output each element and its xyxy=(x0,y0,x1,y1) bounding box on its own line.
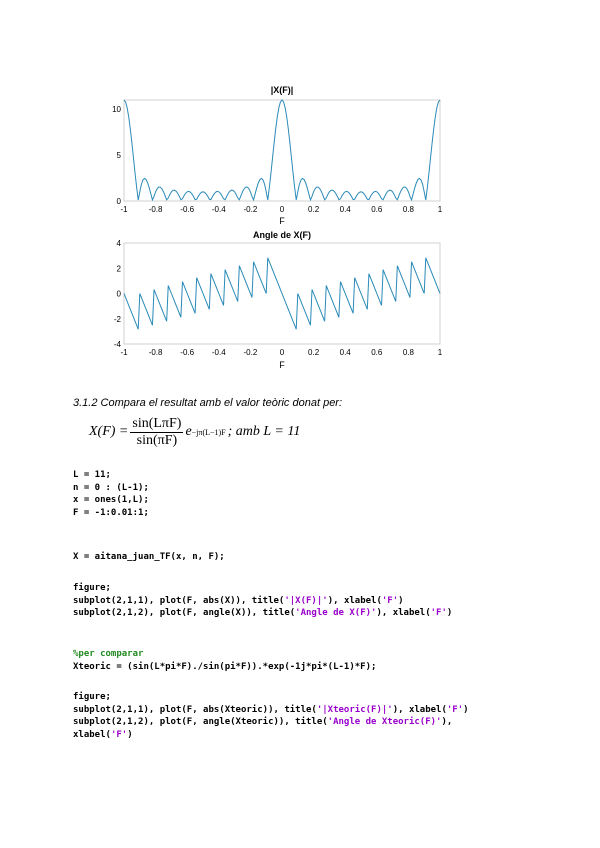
y-tick-label: 4 xyxy=(116,239,121,248)
code-line: x = ones(1,L); xyxy=(73,495,149,505)
x-tick-label: -0.4 xyxy=(211,205,226,214)
x-tick-label: 0.2 xyxy=(308,205,320,214)
code-line xyxy=(73,595,452,608)
x-tick-label: -0.4 xyxy=(211,348,226,357)
code-line: Xteoric = (sin(L*pi*F)./sin(pi*F)).*exp(-1j*pi*(L-1)*F); xyxy=(73,661,377,672)
code-text: subplot(2,1,2), plot(F, angle(X)), title( xyxy=(73,608,296,618)
code-string: 'F' xyxy=(446,704,464,715)
y-tick-label: 2 xyxy=(116,264,121,274)
code-text: ), xyxy=(441,717,453,727)
code-line: figure; xyxy=(73,692,111,702)
formula-denominator: sin(πF) xyxy=(136,432,178,448)
code-text: subplot(2,1,2), plot(F, angle(Xteoric)), title( xyxy=(73,717,328,727)
code-text: ) xyxy=(463,704,469,715)
x-tick-label: -0.8 xyxy=(148,348,163,357)
axes-box xyxy=(124,100,440,201)
code-string: 'Angle de Xteoric(F)' xyxy=(327,717,442,727)
code-block-transform xyxy=(73,551,225,564)
code-text: ), xlabel( xyxy=(392,704,447,715)
x-tick-label: -0.8 xyxy=(148,205,163,214)
y-tick-label: 0 xyxy=(116,289,121,299)
code-string: 'F' xyxy=(110,729,128,740)
x-tick-label: 0 xyxy=(279,348,285,357)
code-comment: %per comparar xyxy=(73,649,144,659)
x-tick-label: -0.2 xyxy=(243,205,258,214)
formula-tail: ; amb L = 11 xyxy=(227,424,301,439)
section-heading: 3.1.2 Compara el resultat amb el valor teòric donat per: xyxy=(73,397,343,409)
x-tick-label: -0.6 xyxy=(180,205,195,214)
code-line: figure; xyxy=(73,583,111,593)
code-text: ) xyxy=(446,608,453,618)
x-tick-label: 0.8 xyxy=(402,348,414,357)
code-line: X = aitana_juan_TF(x, n, F); xyxy=(73,552,225,562)
code-block-params xyxy=(73,469,149,519)
code-string: 'F' xyxy=(430,608,447,618)
series-line xyxy=(124,100,440,200)
x-tick-label: -1 xyxy=(120,348,128,357)
code-line xyxy=(73,607,452,620)
y-tick-label: 10 xyxy=(112,105,121,115)
code-text: xlabel( xyxy=(73,729,111,740)
x-tick-label: 1 xyxy=(437,348,443,357)
code-text: subplot(2,1,1), plot(F, abs(Xteoric)), title( xyxy=(73,704,317,715)
x-tick-label: 0 xyxy=(279,205,285,214)
formula-exp-base: e xyxy=(185,424,192,439)
x-axis-label: F xyxy=(279,360,285,370)
code-line xyxy=(73,729,469,742)
code-string: 'Angle de X(F)' xyxy=(295,608,377,618)
y-tick-label: -4 xyxy=(113,340,121,349)
x-tick-label: 0.8 xyxy=(402,205,414,214)
code-block-plot-teoric xyxy=(73,691,469,741)
x-tick-labels xyxy=(120,205,442,214)
y-tick-label: -2 xyxy=(113,314,121,324)
x-tick-label: 0.2 xyxy=(308,348,320,357)
formula-lhs: X(F) = xyxy=(89,424,129,439)
code-string: '|X(F)|' xyxy=(284,595,328,606)
code-block-compare xyxy=(73,648,376,673)
formula-exponent: −jπ(L−1)F xyxy=(191,427,226,437)
code-line xyxy=(73,704,469,717)
plot-title: |X(F)| xyxy=(270,85,294,95)
plot-angle xyxy=(114,230,443,370)
x-tick-label: 0.4 xyxy=(339,205,351,214)
code-text: ), xlabel( xyxy=(376,608,431,618)
code-text: ) xyxy=(398,595,404,606)
code-string: '|Xteoric(F)|' xyxy=(316,704,393,715)
plot-magnitude xyxy=(112,85,443,226)
code-line: n = 0 : (L-1); xyxy=(73,482,149,493)
formula xyxy=(89,414,300,450)
y-tick-label: 5 xyxy=(116,151,121,161)
code-text: ) xyxy=(127,729,133,740)
code-line xyxy=(73,716,469,729)
x-tick-label: 0.4 xyxy=(339,348,351,357)
y-tick-label: 0 xyxy=(116,197,121,206)
code-text: ), xlabel( xyxy=(327,595,382,606)
y-tick-labels xyxy=(114,239,122,349)
plot-title: Angle de X(F) xyxy=(253,230,311,240)
x-tick-label: -1 xyxy=(120,205,128,214)
formula-numerator: sin(LπF) xyxy=(132,415,182,431)
y-tick-labels xyxy=(112,105,121,206)
code-string: 'F' xyxy=(381,595,399,606)
x-tick-label: -0.2 xyxy=(243,348,258,357)
formula-fraction xyxy=(130,416,183,449)
code-block-plot xyxy=(73,582,452,620)
x-tick-label: -0.6 xyxy=(180,348,195,357)
x-tick-label: 1 xyxy=(437,205,443,214)
x-tick-label: 0.6 xyxy=(371,205,383,214)
series-line xyxy=(124,258,440,329)
code-text: subplot(2,1,1), plot(F, abs(X)), title( xyxy=(73,595,285,606)
matlab-figure xyxy=(0,0,600,390)
x-tick-label: 0.6 xyxy=(371,348,383,357)
x-tick-labels xyxy=(120,348,442,357)
code-line: L = 11; xyxy=(73,470,111,480)
x-axis-label: F xyxy=(279,216,285,226)
code-line: F = -1:0.01:1; xyxy=(73,507,149,518)
